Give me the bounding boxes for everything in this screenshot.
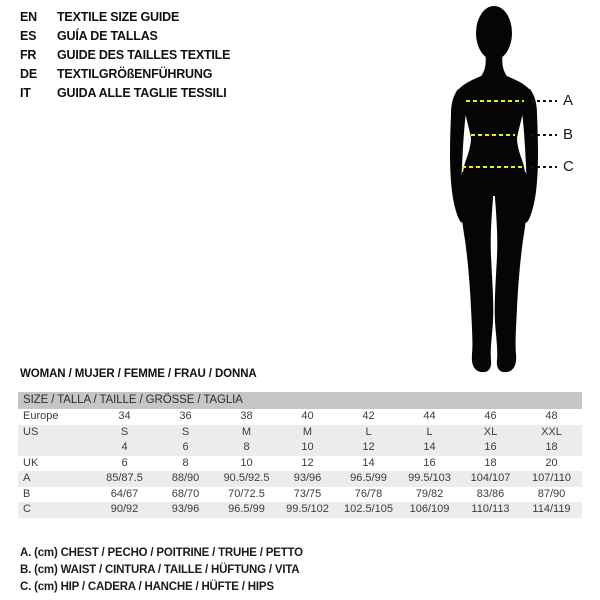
- silhouette-right-leg: [495, 172, 528, 372]
- row-label: B: [23, 487, 31, 500]
- size-cell: 99.5/102: [286, 503, 329, 515]
- size-cell: 73/75: [293, 487, 322, 500]
- language-row-fr: [20, 46, 230, 65]
- section-title: WOMAN / MUJER / FEMME / FRAU / DONNA: [20, 368, 257, 380]
- size-cell: 87/90: [537, 487, 566, 500]
- size-cell: 99.5/103: [408, 472, 451, 484]
- pointer-dash-a: [531, 100, 557, 102]
- size-cell: 64/67: [110, 487, 139, 500]
- size-cell: 46: [484, 410, 497, 422]
- size-cell: 42: [362, 410, 375, 422]
- row-label: A: [23, 472, 31, 484]
- legend-line-a: A. (cm) CHEST / PECHO / POITRINE / TRUHE / PETTO: [20, 547, 303, 559]
- size-cell: 34: [118, 410, 131, 422]
- size-cell: 36: [179, 410, 192, 422]
- size-cell: 85/87.5: [106, 472, 143, 484]
- size-cell: 106/109: [409, 503, 450, 515]
- language-title: GUIDA ALLE TAGLIE TESSILI: [57, 86, 227, 100]
- size-cell: XL: [483, 425, 498, 438]
- size-cell: 114/119: [532, 503, 571, 515]
- size-cell: 14: [423, 441, 436, 453]
- measurement-label-b: B: [563, 126, 574, 143]
- size-cell: 68/70: [171, 487, 200, 500]
- size-cell: 12: [362, 441, 375, 453]
- measurement-label-a: A: [563, 92, 574, 109]
- size-cell: 8: [182, 456, 189, 469]
- size-cell: 96.5/99: [350, 472, 387, 484]
- language-code: IT: [20, 86, 31, 100]
- silhouette-left-leg: [461, 172, 494, 372]
- size-cell: L: [365, 425, 372, 438]
- size-cell: XXL: [541, 425, 562, 438]
- size-cell: M: [302, 425, 313, 438]
- size-cell: S: [120, 425, 129, 438]
- language-title: GUÍA DE TALLAS: [57, 29, 158, 43]
- size-table-header: SIZE / TALLA / TAILLE / GRÖSSE / TAGLIA: [18, 392, 582, 409]
- size-cell: 10: [301, 441, 314, 453]
- size-cell: 10: [240, 456, 253, 469]
- size-cell: 16: [423, 456, 436, 469]
- size-cell: 110/113: [471, 503, 510, 515]
- size-cell: 79/82: [415, 487, 444, 500]
- size-table: [18, 392, 582, 518]
- size-cell: 6: [182, 441, 189, 453]
- language-title: TEXTILGRÖßENFÜHRUNG: [57, 67, 213, 81]
- size-cell: 90.5/92.5: [223, 472, 270, 484]
- measurement-legend: [20, 545, 303, 596]
- size-table-body: [18, 409, 582, 518]
- size-cell: 76/78: [354, 487, 383, 500]
- row-label: UK: [23, 456, 39, 469]
- size-cell: 48: [545, 410, 558, 422]
- size-cell: 38: [240, 410, 253, 422]
- size-cell: 6: [121, 456, 128, 469]
- size-cell: 40: [301, 410, 314, 422]
- measurement-line-c: [0, 159, 600, 175]
- language-row-de: [20, 65, 230, 84]
- woman-silhouette-icon: [424, 2, 554, 374]
- size-cell: 107/110: [532, 472, 571, 484]
- size-cell: 18: [545, 441, 558, 453]
- language-title: TEXTILE SIZE GUIDE: [57, 10, 180, 24]
- silhouette-head: [476, 6, 512, 60]
- size-cell: 96.5/99: [228, 503, 265, 515]
- language-code: ES: [20, 29, 37, 43]
- size-cell: 90/92: [110, 503, 139, 515]
- language-list: [20, 8, 230, 103]
- size-cell: 83/86: [476, 487, 505, 500]
- size-cell: 88/90: [171, 472, 200, 484]
- size-cell: S: [181, 425, 190, 438]
- size-cell: 44: [423, 410, 436, 422]
- table-row: [18, 487, 582, 503]
- table-row: [18, 502, 582, 518]
- pointer-dash-c: [531, 166, 557, 168]
- size-cell: L: [426, 425, 433, 438]
- body-dash-a: [466, 100, 524, 102]
- body-dash-c: [462, 166, 524, 168]
- language-code: EN: [20, 10, 37, 24]
- table-row: [18, 471, 582, 487]
- size-cell: 8: [243, 441, 250, 453]
- measurement-line-b: [0, 127, 600, 143]
- size-cell: 102.5/105: [344, 503, 393, 515]
- language-code: FR: [20, 48, 37, 62]
- size-cell: 12: [301, 456, 314, 469]
- legend-line-b: B. (cm) WAIST / CINTURA / TAILLE / HÜFTUNG / VITA: [20, 564, 300, 576]
- language-row-es: [20, 27, 230, 46]
- body-dash-b: [471, 134, 515, 136]
- size-cell: 20: [545, 456, 558, 469]
- table-row: [18, 456, 582, 472]
- size-cell: 104/107: [470, 472, 511, 484]
- size-cell: 4: [121, 441, 128, 453]
- size-cell: 70/72.5: [228, 487, 265, 500]
- language-row-en: [20, 8, 230, 27]
- measurement-line-a: [0, 93, 600, 109]
- language-code: DE: [20, 67, 37, 81]
- language-title: GUIDE DES TAILLES TEXTILE: [57, 48, 231, 62]
- legend-line-c: C. (cm) HIP / CADERA / HANCHE / HÜFTE / HIPS: [20, 581, 274, 593]
- pointer-dash-b: [531, 134, 557, 136]
- row-label: Europe: [23, 410, 59, 422]
- size-cell: 16: [484, 441, 497, 453]
- size-cell: 93/96: [171, 503, 200, 515]
- size-cell: 14: [362, 456, 375, 469]
- row-label: C: [23, 503, 31, 515]
- measurement-label-c: C: [563, 158, 574, 175]
- table-row: [18, 409, 582, 425]
- size-cell: M: [241, 425, 252, 438]
- size-cell: 18: [484, 456, 497, 469]
- table-row: [18, 440, 582, 456]
- size-cell: 93/96: [293, 472, 322, 484]
- table-row: [18, 425, 582, 441]
- row-label: [18, 440, 94, 456]
- row-label: US: [23, 425, 39, 438]
